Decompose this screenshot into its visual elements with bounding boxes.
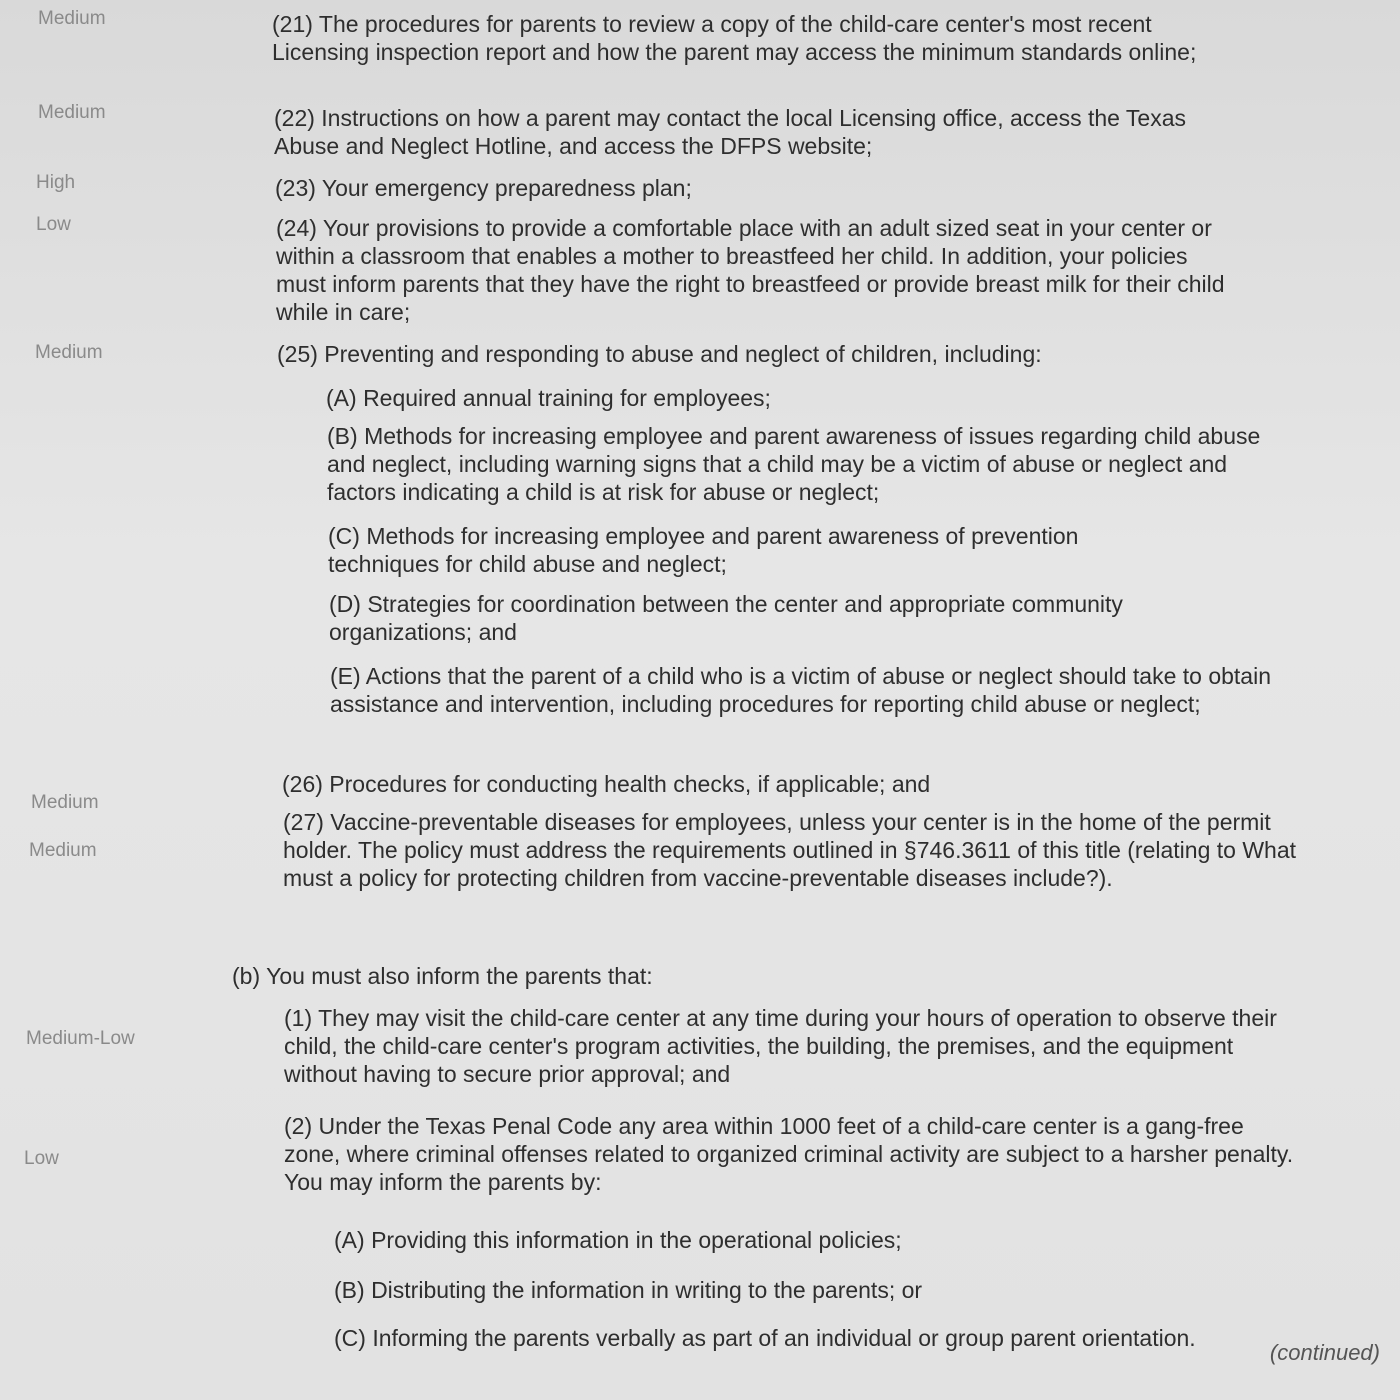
item-number: (2)	[284, 1113, 313, 1139]
item-letter: (A)	[334, 1227, 365, 1253]
item-number: (25)	[277, 341, 318, 367]
weight-label-27: Medium	[29, 840, 97, 861]
list-item-22	[274, 104, 1194, 160]
continued-label: (continued)	[1269, 1340, 1380, 1365]
weight-label-23: High	[36, 172, 76, 193]
item-text: Instructions on how a parent may contact the local Licensing office, access the Texas Abuse and Neglect Hotline, and access the DFPS website;	[274, 105, 1186, 159]
item-text: Informing the parents verbally as part of an individual or group parent orientation.	[372, 1325, 1196, 1351]
weight-label-b1: Medium-Low	[26, 1028, 135, 1049]
list-item-b2c	[334, 1324, 1374, 1352]
item-number: (22)	[274, 105, 315, 131]
item-text: You must also inform the parents that:	[266, 963, 653, 989]
weight-label-24: Low	[36, 214, 71, 235]
list-item-b2	[284, 1112, 1304, 1196]
list-item-27	[283, 808, 1323, 892]
list-item-25c	[328, 522, 1178, 578]
list-item-25b	[327, 422, 1287, 506]
item-text: Strategies for coordination between the center and appropriate community organizations; and	[329, 591, 1123, 645]
list-item-b2a	[334, 1226, 1234, 1254]
item-text: Your provisions to provide a comfortable place with an adult sized seat in your center or within a classroom that enables a mother to breastfeed her child. In addition, your policies must inform parents that they have the right to breastfeed or provide breast milk for their child while in care;	[276, 215, 1225, 325]
item-text: Providing this information in the operational policies;	[371, 1227, 902, 1253]
item-letter: (B)	[334, 1277, 365, 1303]
list-item-24	[276, 214, 1236, 326]
item-letter: (D)	[329, 591, 361, 617]
item-number: (24)	[276, 215, 317, 241]
item-number: (27)	[283, 809, 324, 835]
item-text: Methods for increasing employee and parent awareness of issues regarding child abuse and neglect, including warning signs that a child may be a victim of abuse or neglect and factors indicating a child is at risk for abuse or neglect;	[327, 423, 1261, 505]
item-text: The procedures for parents to review a copy of the child-care center's most recent Licensing inspection report and how the parent may access the minimum standards online;	[272, 11, 1197, 65]
list-item-b1	[284, 1004, 1284, 1088]
item-letter: (B)	[327, 423, 358, 449]
item-text: They may visit the child-care center at any time during your hours of operation to observe their child, the child-care center's program activities, the building, the premises, and the equipment without having to secure prior approval; and	[284, 1005, 1277, 1087]
item-letter: (C)	[328, 523, 360, 549]
weight-label-25: Medium	[35, 342, 103, 363]
item-text: Procedures for conducting health checks, if applicable; and	[329, 771, 931, 797]
list-item-21	[272, 10, 1232, 66]
weight-label-26: Medium	[31, 792, 99, 813]
list-item-23	[275, 174, 1175, 202]
item-text: Methods for increasing employee and parent awareness of prevention techniques for child abuse and neglect;	[328, 523, 1079, 577]
item-text: Under the Texas Penal Code any area within 1000 feet of a child-care center is a gang-free zone, where criminal offenses related to organized criminal activity are subject to a harsher penalty. You may inform the parents by:	[284, 1113, 1294, 1195]
item-number: (23)	[275, 175, 316, 201]
list-item-26	[282, 770, 1182, 798]
item-text: Preventing and responding to abuse and neglect of children, including:	[324, 341, 1042, 367]
item-text: Your emergency preparedness plan;	[321, 175, 692, 201]
list-item-25d	[329, 590, 1229, 646]
weight-label-22: Medium	[38, 102, 106, 123]
item-text: Distributing the information in writing to the parents; or	[371, 1277, 923, 1303]
list-item-b	[232, 962, 1132, 990]
item-number: (21)	[272, 11, 313, 37]
weight-label-b2: Low	[24, 1148, 59, 1169]
item-number: (b)	[232, 963, 261, 989]
weight-label-21: Medium	[38, 8, 106, 29]
item-letter: (E)	[330, 663, 361, 689]
item-text: Vaccine-preventable diseases for employees, unless your center is in the home of the permit holder. The policy must address the requirements outlined in §746.3611 of this title (relating to What must a policy for protecting children from vaccine-preventable diseases include?).	[283, 809, 1296, 891]
item-letter: (C)	[334, 1325, 366, 1351]
list-item-25	[277, 340, 1177, 368]
item-text: Actions that the parent of a child who is a victim of abuse or neglect should take to obtain assistance and intervention, including procedures for reporting child abuse or neglect;	[330, 663, 1271, 717]
item-number: (1)	[284, 1005, 313, 1031]
item-letter: (A)	[326, 385, 357, 411]
list-item-25a	[326, 384, 1226, 412]
list-item-b2b	[334, 1276, 1234, 1304]
item-text: Required annual training for employees;	[363, 385, 771, 411]
item-number: (26)	[282, 771, 323, 797]
list-item-25e	[330, 662, 1290, 718]
